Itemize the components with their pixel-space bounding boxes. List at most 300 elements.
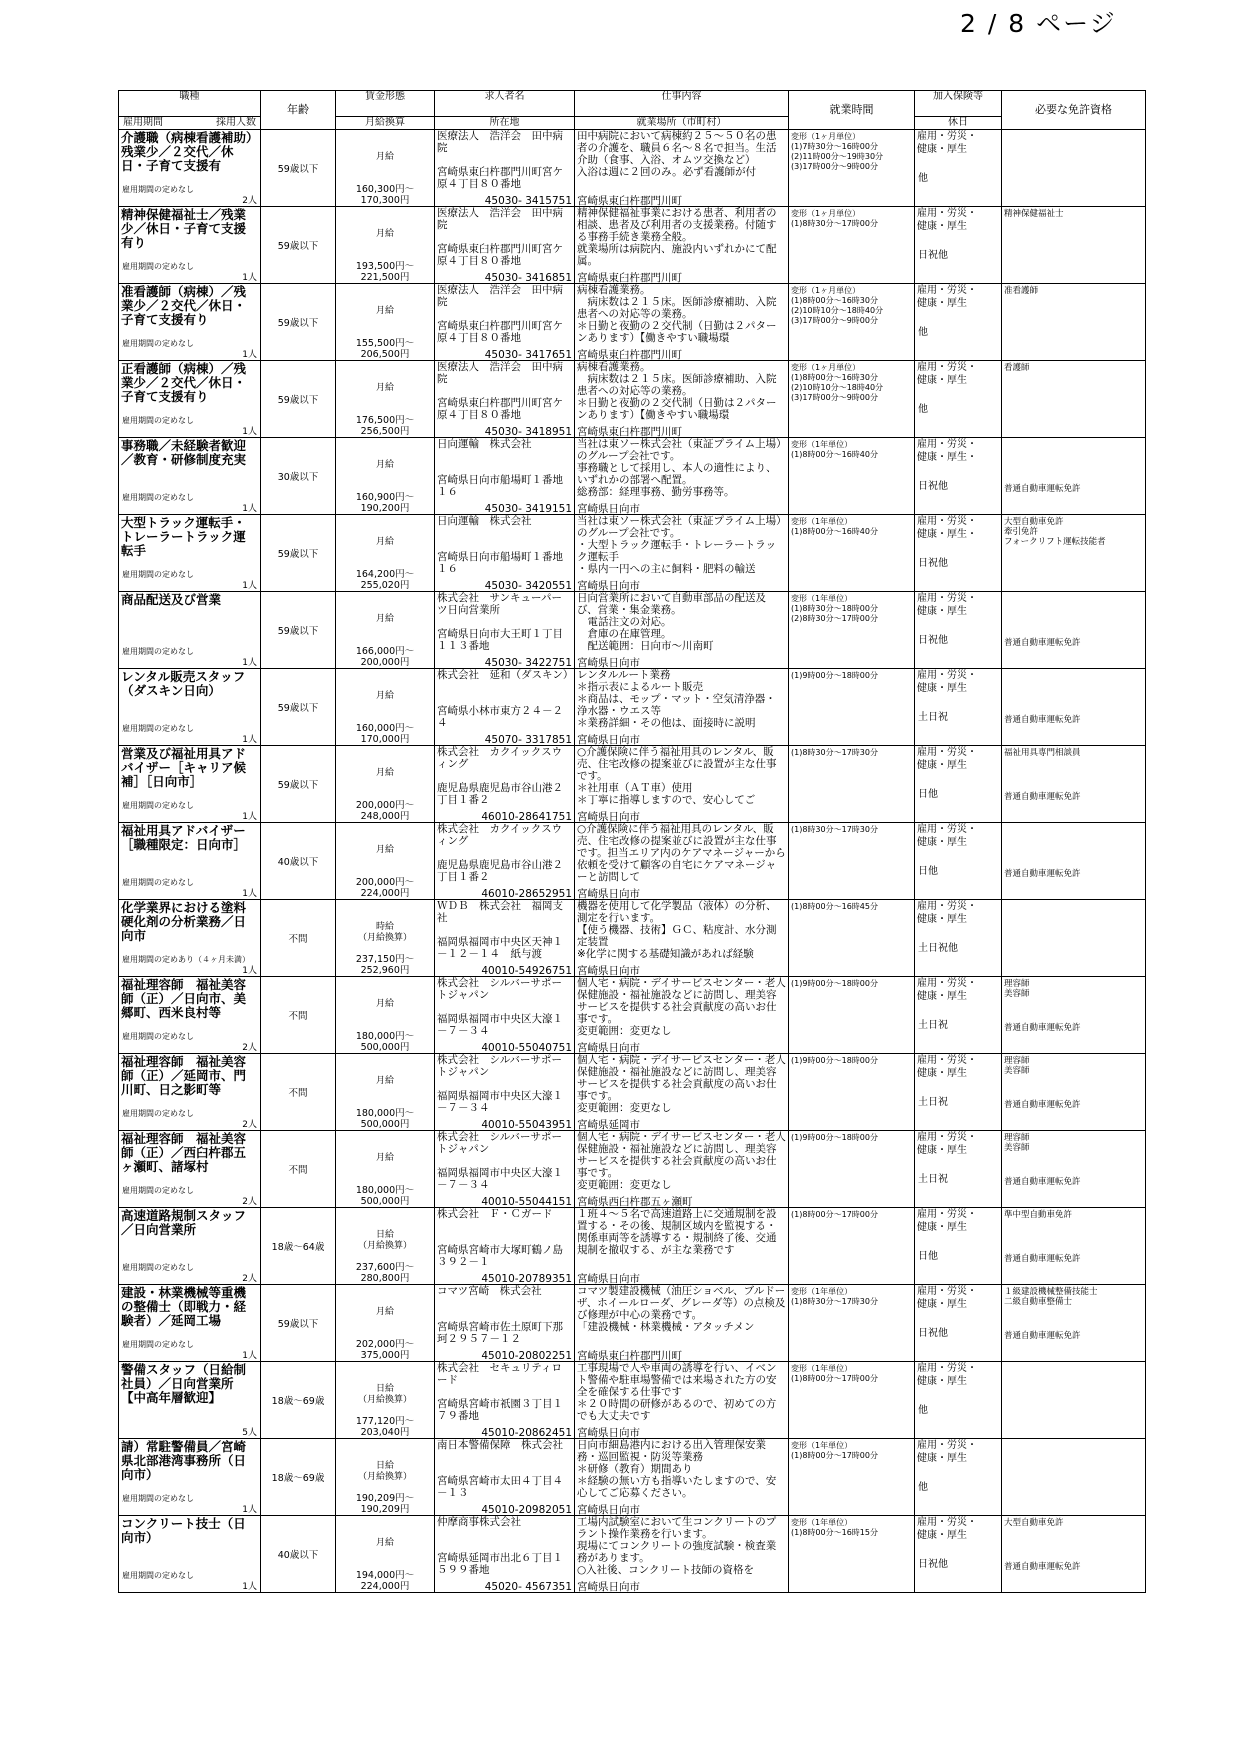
insurance-cell bbox=[915, 130, 1002, 207]
employer-cell bbox=[435, 1285, 575, 1362]
required-license bbox=[1002, 823, 1145, 825]
table-row bbox=[119, 284, 1146, 361]
holidays: 日祝他 bbox=[918, 1559, 948, 1570]
hiring-count: 1人 bbox=[242, 427, 257, 437]
required-license bbox=[1002, 900, 1145, 902]
wage-type: 時給 （月給換算） bbox=[357, 922, 412, 943]
job-code: 45030- 3416851 bbox=[484, 272, 572, 284]
license-cell bbox=[1002, 1362, 1146, 1439]
hours-cell: 変形（1年単位） (1)8時30分～18時00分 (2)8時30分～17時00分 bbox=[789, 592, 915, 669]
job-description: 工場内試験室において生コンクリートのプラント操作業務を行います。 現場にてコンクリートの強度試験・検査業務があります。 ○入社後、コンクリート技師の資格を bbox=[577, 1516, 777, 1576]
employer-name: 株式会社 サンキューパーツ日向営業所 bbox=[437, 592, 562, 616]
license-cell bbox=[1002, 1285, 1146, 1362]
insurance-cell bbox=[915, 361, 1002, 438]
insurance-list: 雇用・労災・ 健康・厚生 bbox=[917, 131, 977, 155]
age-cell: 59歳以下 bbox=[261, 130, 336, 207]
employer-name: 株式会社 シルバーサポートジャパン bbox=[437, 1131, 563, 1155]
wage-cell bbox=[336, 438, 435, 515]
job-title: 大型トラック運転手・トレーラートラック運転手 bbox=[121, 515, 246, 558]
employer-address: 宮崎県日向市船場町１番地１６ bbox=[437, 551, 563, 575]
table-row bbox=[119, 1131, 1146, 1208]
employment-period: 雇用期間の定めなし bbox=[122, 1571, 194, 1580]
hiring-count: 2人 bbox=[242, 1120, 257, 1130]
job-description: レンタルルート業務 ＊指示表によるルート販売 ＊商品は、モップ・マット・空気清浄器・浄水器・ウエス等 ＊業務詳細・その他は、面接時に説明 bbox=[577, 669, 776, 729]
required-license bbox=[1002, 1362, 1145, 1364]
description-cell bbox=[575, 900, 789, 977]
employer-name: 株式会社 Ｆ・Ｃガード bbox=[437, 1208, 553, 1220]
age-cell: 30歳以下 bbox=[261, 438, 336, 515]
hiring-count: 1人 bbox=[242, 504, 257, 514]
wage-type: 月給 bbox=[375, 691, 394, 701]
description-cell bbox=[575, 361, 789, 438]
insurance-cell bbox=[915, 1516, 1002, 1593]
employment-period: 雇用期間の定めなし bbox=[122, 724, 194, 733]
hours-cell: (1)8時30分～17時30分 bbox=[789, 746, 915, 823]
job-cell bbox=[119, 1439, 261, 1516]
holidays: 他 bbox=[918, 1405, 928, 1416]
employer-cell bbox=[435, 746, 575, 823]
job-code: 45030- 3419151 bbox=[484, 503, 572, 515]
job-title: 福祉理容師 福祉美容師（正）／延岡市、門川町、日之影町等 bbox=[121, 1054, 247, 1097]
license-cell bbox=[1002, 977, 1146, 1054]
hiring-count: 1人 bbox=[242, 658, 257, 668]
hours-cell: 変形（1ヶ月単位） (1)8時30分～17時00分 bbox=[789, 207, 915, 284]
age-cell: 59歳以下 bbox=[261, 592, 336, 669]
holidays: 他 bbox=[918, 327, 928, 338]
wage-type: 月給 bbox=[375, 460, 394, 470]
header-employer bbox=[435, 91, 575, 130]
wage-range: 160,300円～ 170,300円 bbox=[355, 184, 415, 206]
wage-range: 160,000円～ 170,000円 bbox=[355, 723, 415, 745]
insurance-cell bbox=[915, 823, 1002, 900]
hours-cell: 変形（1ヶ月単位） (1)8時00分～16時30分 (2)10時10分～18時40分 (3)17時00分～9時00分 bbox=[789, 284, 915, 361]
employer-address: 宮崎県日向市船場町１番地１６ bbox=[437, 474, 563, 498]
required-license: 理容師 美容師 bbox=[1004, 979, 1030, 999]
employer-cell bbox=[435, 361, 575, 438]
wage-type: 月給 bbox=[375, 383, 394, 393]
employer-name: 株式会社 カクイックスウィング bbox=[437, 746, 563, 770]
header-job-title: 職種 bbox=[179, 91, 200, 102]
hiring-count: 1人 bbox=[242, 1505, 257, 1515]
job-cell bbox=[119, 669, 261, 746]
job-code: 45010-20982051 bbox=[481, 1504, 572, 1516]
wage-range: 237,600円～ 280,800円 bbox=[355, 1262, 415, 1284]
wage-type: 日給 （月給換算） bbox=[357, 1461, 412, 1482]
job-title: レンタル販売スタッフ（ダスキン日向） bbox=[121, 669, 246, 698]
wage-type: 月給 bbox=[375, 999, 394, 1009]
wage-type: 月給 bbox=[375, 306, 394, 316]
employer-address: 福岡県福岡市中央区大濠１－７－３４ bbox=[437, 1013, 563, 1037]
hiring-count: 1人 bbox=[242, 1351, 257, 1361]
driver-license: 普通自動車運転免許 bbox=[1004, 1562, 1081, 1572]
holidays: 日祝他 bbox=[918, 635, 948, 646]
holidays: 他 bbox=[918, 1482, 928, 1493]
hiring-count: 5人 bbox=[242, 1428, 257, 1438]
insurance-cell bbox=[915, 1054, 1002, 1131]
insurance-list: 雇用・労災・ 健康・厚生 bbox=[917, 670, 977, 694]
insurance-cell bbox=[915, 1439, 1002, 1516]
header-employer-name: 求人者名 bbox=[484, 91, 525, 102]
description-cell bbox=[575, 592, 789, 669]
insurance-cell bbox=[915, 746, 1002, 823]
driver-license: 普通自動車運転免許 bbox=[1004, 715, 1081, 725]
hiring-count: 1人 bbox=[242, 581, 257, 591]
insurance-list: 雇用・労災・ 健康・厚生 bbox=[917, 978, 977, 1002]
employer-name: コマツ宮崎 株式会社 bbox=[437, 1285, 542, 1297]
age-cell: 59歳以下 bbox=[261, 284, 336, 361]
job-cell bbox=[119, 207, 261, 284]
required-license bbox=[1002, 1439, 1145, 1441]
wage-range: 190,209円～ 190,209円 bbox=[355, 1493, 415, 1515]
hours-cell: 変形（1年単位） (1)8時30分～17時30分 bbox=[789, 1285, 915, 1362]
work-location: 宮崎県日向市 bbox=[577, 888, 640, 900]
wage-cell bbox=[336, 284, 435, 361]
employer-name: 仲摩商事株式会社 bbox=[437, 1516, 521, 1528]
wage-cell bbox=[336, 592, 435, 669]
employer-address: 宮崎県東臼杵郡門川町宮ケ原４丁目８０番地 bbox=[437, 397, 563, 421]
holidays: 他 bbox=[918, 404, 928, 415]
required-license: 理容師 美容師 bbox=[1004, 1056, 1030, 1076]
job-title: 精神保健福祉士／残業少／休日・子育て支援有り bbox=[121, 207, 247, 250]
wage-range: 180,000円～ 500,000円 bbox=[355, 1031, 415, 1053]
driver-license: 普通自動車運転免許 bbox=[1004, 869, 1081, 879]
job-code: 46010-28652951 bbox=[481, 888, 572, 900]
wage-range: 155,500円～ 206,500円 bbox=[355, 338, 415, 360]
hours-cell: (1)8時00分～17時00分 bbox=[789, 1208, 915, 1285]
wage-cell bbox=[336, 1362, 435, 1439]
job-code: 45020- 4567351 bbox=[484, 1581, 572, 1593]
wage-range: 193,500円～ 221,500円 bbox=[355, 261, 415, 283]
table-row bbox=[119, 1516, 1146, 1593]
job-title: 事務職／未経験者歓迎／教育・研修制度充実 bbox=[121, 438, 247, 467]
employer-name: ＷＤＢ 株式会社 福岡支社 bbox=[437, 900, 563, 924]
required-license: 準中型自動車免許 bbox=[1004, 1210, 1073, 1220]
age-cell: 59歳以下 bbox=[261, 515, 336, 592]
job-code: 45070- 3317851 bbox=[484, 734, 572, 746]
insurance-list: 雇用・労災・ 健康・厚生 bbox=[917, 362, 977, 386]
required-license: 精神保健福祉士 bbox=[1004, 209, 1064, 219]
license-cell bbox=[1002, 207, 1146, 284]
insurance-cell bbox=[915, 515, 1002, 592]
hiring-count: 1人 bbox=[242, 735, 257, 745]
wage-type: 月給 bbox=[375, 614, 394, 624]
wage-range: 176,500円～ 256,500円 bbox=[355, 415, 415, 437]
table-row bbox=[119, 130, 1146, 207]
wage-type: 月給 bbox=[375, 1307, 394, 1317]
employer-cell bbox=[435, 1516, 575, 1593]
insurance-cell bbox=[915, 592, 1002, 669]
job-title: 介護職（病棟看護補助）残業少／２交代／休日・子育て支援有 bbox=[121, 130, 253, 173]
job-cell bbox=[119, 1362, 261, 1439]
employer-cell bbox=[435, 207, 575, 284]
wage-type: 月給 bbox=[375, 229, 394, 239]
description-cell bbox=[575, 284, 789, 361]
table-row bbox=[119, 361, 1146, 438]
job-description: １班４～５名で高速道路上に交通規制を設置する・その後、規制区域内を監視する・関係車両等を誘導する・規制終了後、交通規制を撤収する、が主な業務です bbox=[577, 1208, 777, 1256]
employer-cell bbox=[435, 1054, 575, 1131]
insurance-list: 雇用・労災・ 健康・厚生 bbox=[917, 1286, 977, 1310]
driver-license: 普通自動車運転免許 bbox=[1004, 1331, 1081, 1341]
employment-period: 雇用期間の定めなし bbox=[122, 416, 194, 425]
employment-period: 雇用期間の定めなし bbox=[122, 878, 194, 887]
holidays: 土日祝他 bbox=[918, 943, 958, 954]
hiring-count: 1人 bbox=[242, 966, 257, 976]
insurance-list: 雇用・労災・ 健康・厚生 bbox=[917, 824, 977, 848]
header-wage bbox=[336, 91, 435, 130]
insurance-list: 雇用・労災・ 健康・厚生 bbox=[917, 1517, 977, 1541]
job-cell bbox=[119, 284, 261, 361]
job-code: 45010-20862451 bbox=[481, 1427, 572, 1439]
job-description: 当社は東ソー株式会社（東証プライム上場）のグループ会社です。 事務職として採用し、本人の適性により、いずれかの部署へ配置。 総務部：経理事務、勤労事務等。 bbox=[577, 438, 782, 498]
hours-cell: 変形（1年単位） (1)8時00分～16時40分 bbox=[789, 515, 915, 592]
job-description: 精神保健福祉事業における患者、利用者の相談、患者及び利用者の支援業務。付随する事務手続き業務全般。 就業場所は病院内、施設内いずれかにて配属。 bbox=[577, 207, 777, 267]
description-cell bbox=[575, 1208, 789, 1285]
license-cell bbox=[1002, 515, 1146, 592]
work-location: 宮崎県東臼杵郡門川町 bbox=[577, 195, 682, 207]
wage-cell bbox=[336, 669, 435, 746]
hours-cell: 変形（1ヶ月単位） (1)8時00分～16時30分 (2)10時10分～18時40分 (3)17時00分～9時00分 bbox=[789, 361, 915, 438]
header-insurance bbox=[915, 91, 1002, 130]
required-license: 看護師 bbox=[1004, 363, 1030, 373]
wage-range: 194,000円～ 224,000円 bbox=[355, 1570, 415, 1592]
job-title: 警備スタッフ（日給制社員）／日向営業所【中高年層歓迎】 bbox=[121, 1362, 247, 1405]
wage-type: 月給 bbox=[375, 1076, 394, 1086]
employer-address: 福岡県福岡市中央区大濠１－７－３４ bbox=[437, 1090, 563, 1114]
description-cell bbox=[575, 1439, 789, 1516]
hiring-count: 1人 bbox=[242, 1582, 257, 1592]
required-license: 准看護師 bbox=[1004, 286, 1039, 296]
table-row bbox=[119, 207, 1146, 284]
table-row bbox=[119, 823, 1146, 900]
table-row bbox=[119, 977, 1146, 1054]
table-row bbox=[119, 669, 1146, 746]
description-cell bbox=[575, 669, 789, 746]
header-description-title: 仕事内容 bbox=[661, 91, 702, 102]
wage-cell bbox=[336, 823, 435, 900]
wage-range: 200,000円～ 224,000円 bbox=[355, 877, 415, 899]
insurance-list: 雇用・労災・ 健康・厚生 bbox=[917, 1363, 977, 1387]
description-cell bbox=[575, 438, 789, 515]
employer-name: 株式会社 カクイックスウィング bbox=[437, 823, 563, 847]
driver-license: 普通自動車運転免許 bbox=[1004, 1254, 1081, 1264]
job-cell bbox=[119, 1516, 261, 1593]
header-insurance-title: 加入保険等 bbox=[933, 91, 983, 102]
job-code: 46010-28641751 bbox=[481, 811, 572, 823]
employer-cell bbox=[435, 1208, 575, 1285]
required-license bbox=[1002, 669, 1145, 671]
job-code: 45030- 3422751 bbox=[484, 657, 572, 669]
age-cell: 40歳以下 bbox=[261, 823, 336, 900]
header-job bbox=[119, 91, 261, 130]
work-location: 宮崎県延岡市 bbox=[577, 1119, 640, 1131]
age-cell: 59歳以下 bbox=[261, 207, 336, 284]
holidays: 土日祝 bbox=[918, 1174, 948, 1185]
wage-cell bbox=[336, 1516, 435, 1593]
job-listings-table bbox=[118, 90, 1146, 1593]
work-location: 宮崎県日向市 bbox=[577, 1042, 640, 1054]
employment-period: 雇用期間の定めなし bbox=[122, 647, 194, 656]
job-cell bbox=[119, 1054, 261, 1131]
wage-range: 237,150円～ 252,960円 bbox=[355, 954, 415, 976]
driver-license: 普通自動車運転免許 bbox=[1004, 1177, 1081, 1187]
employer-address: 宮崎県小林市東方２４－２４ bbox=[437, 705, 563, 729]
work-location: 宮崎県日向市 bbox=[577, 1273, 640, 1285]
holidays: 日他 bbox=[918, 1251, 938, 1262]
employment-period: 雇用期間の定めなし bbox=[122, 570, 194, 579]
employment-period: 雇用期間の定めなし bbox=[122, 185, 194, 194]
description-cell bbox=[575, 746, 789, 823]
employer-name: 医療法人 浩洋会 田中病院 bbox=[437, 284, 563, 308]
description-cell bbox=[575, 823, 789, 900]
description-cell bbox=[575, 207, 789, 284]
license-cell bbox=[1002, 1054, 1146, 1131]
required-license: １級建設機械整備技能士 二級自動車整備士 bbox=[1004, 1287, 1098, 1307]
employer-name: 医療法人 浩洋会 田中病院 bbox=[437, 361, 563, 385]
work-location: 宮崎県東臼杵郡門川町 bbox=[577, 426, 682, 438]
work-location: 宮崎県日向市 bbox=[577, 1581, 640, 1593]
license-cell bbox=[1002, 669, 1146, 746]
wage-cell bbox=[336, 1285, 435, 1362]
job-title: 准看護師（病棟）／残業少／２交代／休日・子育て支援有り bbox=[121, 284, 247, 327]
hiring-count: 1人 bbox=[242, 273, 257, 283]
job-cell bbox=[119, 900, 261, 977]
hours-cell: (1)9時00分～18時00分 bbox=[789, 1054, 915, 1131]
job-description: 日向市細島港内における出入管理保安業務・巡回監視・防災等業務 ＊研修（教育）期間あり ＊経験の無い方も指導いたしますので、安心してご応募ください。 bbox=[577, 1439, 777, 1499]
wage-range: 180,000円～ 500,000円 bbox=[355, 1108, 415, 1130]
wage-cell bbox=[336, 1054, 435, 1131]
job-title: 高速道路規制スタッフ／日向営業所 bbox=[121, 1208, 247, 1237]
insurance-cell bbox=[915, 1131, 1002, 1208]
job-cell bbox=[119, 130, 261, 207]
insurance-cell bbox=[915, 1285, 1002, 1362]
wage-type: 月給 bbox=[375, 1153, 394, 1163]
header-employer-address: 所在地 bbox=[435, 116, 574, 129]
insurance-cell bbox=[915, 1208, 1002, 1285]
job-description: 当社は東ソー株式会社（東証プライム上場）のグループ会社です。 ・大型トラック運転手・トレーラートラック運転手 ・県内一円への主に飼料・肥料の輸送 bbox=[577, 515, 782, 575]
insurance-cell bbox=[915, 1362, 1002, 1439]
job-title: 請）常駐警備員／宮崎県北部港湾事務所（日向市） bbox=[121, 1439, 247, 1482]
job-code: 40010-55043951 bbox=[481, 1119, 572, 1131]
wage-type: 月給 bbox=[375, 152, 394, 162]
job-description: 個人宅・病院・デイサービスセンター・老人保健施設・福祉施設などに訪問し、理美容サービスを提供する社会貢献度の高いお仕事です。 変更範囲：変更なし bbox=[577, 1131, 786, 1191]
hours-cell: (1)9時00分～18時00分 bbox=[789, 977, 915, 1054]
job-description: 個人宅・病院・デイサービスセンター・老人保健施設・福祉施設などに訪問し、理美容サービスを提供する社会貢献度の高いお仕事です。 変更範囲：変更なし bbox=[577, 977, 786, 1037]
job-description: コマツ製建設機械（油圧ショベル、ブルドーザ、ホイールローダ、グレーダ等）の点検及び修理が中心の業務です。 「建設機械・林業機械・アタッチメン bbox=[577, 1285, 786, 1333]
insurance-list: 雇用・労災・ 健康・厚生 bbox=[917, 1055, 977, 1079]
hours-cell: 変形（1年単位） (1)8時00分～17時00分 bbox=[789, 1362, 915, 1439]
job-description: 個人宅・病院・デイサービスセンター・老人保健施設・福祉施設などに訪問し、理美容サービスを提供する社会貢献度の高いお仕事です。 変更範囲：変更なし bbox=[577, 1054, 786, 1114]
work-location: 宮崎県日向市 bbox=[577, 965, 640, 977]
job-code: 45030- 3420551 bbox=[484, 580, 572, 592]
insurance-cell bbox=[915, 669, 1002, 746]
license-cell bbox=[1002, 900, 1146, 977]
employer-cell bbox=[435, 977, 575, 1054]
employer-address: 宮崎県東臼杵郡門川町宮ケ原４丁目８０番地 bbox=[437, 166, 563, 190]
required-license: 理容師 美容師 bbox=[1004, 1133, 1030, 1153]
employer-address: 宮崎県宮崎市太田４丁目４－１３ bbox=[437, 1475, 563, 1499]
header-wage-monthly: 月給換算 bbox=[336, 116, 434, 129]
employer-address: 福岡県福岡市中央区天神１－１２－１４ 紙与渡 bbox=[437, 936, 563, 960]
required-license bbox=[1002, 438, 1145, 440]
age-cell: 18歳～69歳 bbox=[261, 1362, 336, 1439]
job-code: 40010-54926751 bbox=[481, 965, 572, 977]
work-location: 宮崎県東臼杵郡門川町 bbox=[577, 349, 682, 361]
employer-cell bbox=[435, 1439, 575, 1516]
job-code: 40010-55044151 bbox=[481, 1196, 572, 1208]
wage-range: 177,120円～ 203,040円 bbox=[355, 1416, 415, 1438]
hours-cell: (1)9時00分～18時00分 bbox=[789, 669, 915, 746]
header-description-location: 就業場所（市町村） bbox=[575, 116, 788, 129]
employer-name: 株式会社 シルバーサポートジャパン bbox=[437, 1054, 563, 1078]
driver-license: 普通自動車運転免許 bbox=[1004, 792, 1081, 802]
employer-cell bbox=[435, 1131, 575, 1208]
age-cell: 59歳以下 bbox=[261, 1285, 336, 1362]
job-title: 商品配送及び営業 bbox=[121, 592, 222, 607]
job-cell bbox=[119, 746, 261, 823]
insurance-cell bbox=[915, 977, 1002, 1054]
job-code: 45030- 3418951 bbox=[484, 426, 572, 438]
table-row bbox=[119, 1439, 1146, 1516]
employment-period: 雇用期間の定めなし bbox=[122, 1494, 194, 1503]
work-location: 宮崎県日向市 bbox=[577, 734, 640, 746]
hours-cell: (1)9時00分～18時00分 bbox=[789, 1131, 915, 1208]
job-title: 福祉理容師 福祉美容師（正）／西臼杵郡五ヶ瀬町、諸塚村 bbox=[121, 1131, 247, 1174]
wage-cell bbox=[336, 900, 435, 977]
job-description: 機器を使用して化学製品（液体）の分析、測定を行います。 【使う機器、技術】ＧＣ、粘度計、水分測定装置 ※化学に関する基礎知識があれば経験 bbox=[577, 900, 777, 960]
job-cell bbox=[119, 823, 261, 900]
wage-cell bbox=[336, 1439, 435, 1516]
license-cell bbox=[1002, 1439, 1146, 1516]
age-cell: 59歳以下 bbox=[261, 361, 336, 438]
insurance-cell bbox=[915, 900, 1002, 977]
job-cell bbox=[119, 1208, 261, 1285]
hiring-count: 2人 bbox=[242, 1274, 257, 1284]
job-title: 福祉理容師 福祉美容師（正）／日向市、美郷町、西米良村等 bbox=[121, 977, 247, 1020]
license-cell bbox=[1002, 823, 1146, 900]
holidays: 土日祝 bbox=[918, 712, 948, 723]
license-cell bbox=[1002, 130, 1146, 207]
wage-cell bbox=[336, 130, 435, 207]
holidays: 土日祝 bbox=[918, 1097, 948, 1108]
hiring-count: 1人 bbox=[242, 889, 257, 899]
work-location: 宮崎県日向市 bbox=[577, 1427, 640, 1439]
holidays: 日他 bbox=[918, 866, 938, 877]
job-description: 工事現場で人や車両の誘導を行い、イベント警備や駐車場警備では来場された方の安全を確保する仕事です ＊２０時間の研修があるので、初めての方でも大丈夫です bbox=[577, 1362, 777, 1422]
work-location: 宮崎県日向市 bbox=[577, 657, 640, 669]
work-location: 宮崎県日向市 bbox=[577, 1504, 640, 1516]
employer-address: 鹿児島県鹿児島市谷山港２丁目１番２ bbox=[437, 859, 563, 883]
holidays: 土日祝 bbox=[918, 1020, 948, 1031]
insurance-list: 雇用・労災・ 健康・厚生 bbox=[917, 747, 977, 771]
employer-cell bbox=[435, 130, 575, 207]
job-cell bbox=[119, 977, 261, 1054]
employer-address: 福岡県福岡市中央区大濠１－７－３４ bbox=[437, 1167, 563, 1191]
holidays: 日祝他 bbox=[918, 558, 948, 569]
holidays: 他 bbox=[918, 173, 928, 184]
insurance-list: 雇用・労災・ 健康・厚生 bbox=[917, 208, 977, 232]
license-cell bbox=[1002, 1208, 1146, 1285]
work-location: 宮崎県日向市 bbox=[577, 580, 640, 592]
description-cell bbox=[575, 977, 789, 1054]
table-body bbox=[119, 130, 1146, 1593]
job-description: 田中病院において病棟約２５～５０名の患者の介護を、職員６名～８名で担当。生活介助（食事、入浴、オムツ交換など） 入浴は週に２回のみ。必ず看護師が付 bbox=[577, 130, 777, 178]
wage-cell bbox=[336, 1131, 435, 1208]
employer-cell bbox=[435, 669, 575, 746]
wage-type: 日給 （月給換算） bbox=[357, 1230, 412, 1251]
wage-type: 月給 bbox=[375, 768, 394, 778]
table-row bbox=[119, 1362, 1146, 1439]
description-cell bbox=[575, 1516, 789, 1593]
